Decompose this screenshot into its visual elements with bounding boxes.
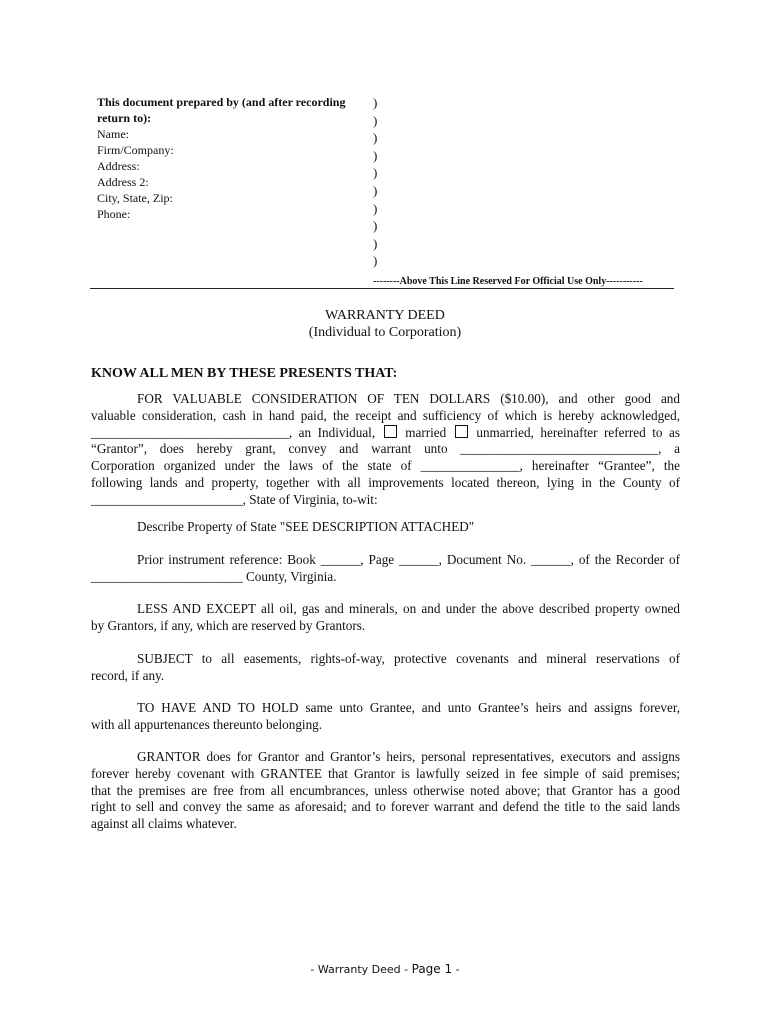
paren: )	[373, 165, 378, 181]
subject-line-2: record, if any.	[91, 667, 165, 683]
consideration-paragraph	[91, 391, 680, 509]
page-footer	[0, 962, 770, 976]
less-except-line-1: LESS AND EXCEPT all oil, gas and minerals, on and under the above described property owned	[137, 601, 680, 616]
consideration-line-3	[91, 425, 680, 442]
describe-property-line: Describe Property of State "SEE DESCRIPTION ATTACHED"	[137, 519, 475, 534]
paren: )	[373, 147, 378, 163]
paren: )	[373, 130, 378, 146]
know-all-heading: KNOW ALL MEN BY THESE PRESENTS THAT:	[91, 366, 398, 381]
habendum-line-2: with all appurtenances thereunto belonging.	[91, 716, 323, 732]
grantor-line-1: GRANTOR does for Grantor and Grantor’s heirs, personal representatives, executors and assigns	[137, 749, 680, 764]
deed-title-block	[0, 307, 770, 341]
less-except-paragraph	[91, 601, 680, 635]
header-divider	[90, 288, 674, 289]
official-use-line: --------Above This Line Reserved For Official Use Only-----------	[373, 276, 643, 287]
consideration-line-4: “Grantor”, does hereby grant, convey and warrant unto ______________________________, a	[91, 441, 680, 457]
phone-field-label: Phone:	[97, 207, 131, 221]
paren: )	[373, 235, 378, 251]
consideration-line-5: Corporation organized under the laws of the state of _______________, hereinafter “Grantee”, the	[91, 458, 680, 474]
unmarried-checkbox[interactable]	[455, 425, 468, 438]
consideration-line-7: _______________________, State of Virginia, to-wit:	[91, 491, 378, 507]
grantor-line-5: against all claims whatever.	[91, 816, 237, 832]
paren: )	[373, 253, 378, 269]
grantor-line-3: that the premises are free from all encumbrances, unless otherwise noted above; that Grantor has a good	[91, 782, 680, 798]
preparer-heading-line2: return to):	[97, 111, 152, 125]
paren: )	[373, 218, 378, 234]
married-checkbox[interactable]	[384, 425, 397, 438]
footer-doc-name: - Warranty Deed -	[310, 963, 412, 976]
consideration-line-6: following lands and property, together with all improvements located thereon, lying in the County of	[91, 474, 680, 490]
paren: )	[373, 200, 378, 216]
deed-title: WARRANTY DEED	[325, 308, 445, 323]
married-label: married	[405, 424, 447, 440]
consideration-line-2: valuable consideration, cash in hand paid, the receipt and sufficiency of which is hereby acknowledged,	[91, 407, 680, 423]
subject-line-1: SUBJECT to all easements, rights-of-way, protective covenants and mineral reservations of	[137, 651, 680, 666]
individual-blank: ______________________________, an Individual,	[91, 424, 376, 440]
less-except-line-2: by Grantors, if any, which are reserved by Grantors.	[91, 617, 366, 633]
preparer-block	[97, 94, 377, 222]
grantor-line-2: forever hereby covenant with GRANTEE that Grantor is lawfully seized in fee simple of said premises;	[91, 765, 680, 781]
paren: )	[373, 112, 378, 128]
unmarried-label: unmarried, hereinafter referred to as	[476, 424, 681, 440]
city-state-zip-field-label: City, State, Zip:	[97, 191, 173, 205]
footer-end: -	[452, 963, 460, 976]
address2-field-label: Address 2:	[97, 175, 149, 189]
prior-line-1: Prior instrument reference: Book ______, Page ______, Document No. ______, of the Recorder of	[137, 552, 680, 567]
paren: )	[373, 95, 378, 110]
prior-instrument-paragraph	[91, 552, 680, 586]
footer-page-number: Page 1	[411, 962, 453, 976]
name-field-label: Name:	[97, 127, 129, 141]
preparer-heading-line1: This document prepared by (and after recording	[97, 95, 346, 109]
prior-line-2: _______________________ County, Virginia.	[91, 568, 337, 584]
address-field-label: Address:	[97, 159, 140, 173]
firm-field-label: Firm/Company:	[97, 143, 174, 157]
subject-paragraph	[91, 651, 680, 685]
grantor-covenant-paragraph	[91, 749, 680, 833]
deed-subtitle: (Individual to Corporation)	[308, 325, 462, 340]
grantor-line-4: right to sell and convey the same as aforesaid; and to forever warrant and defend the title to the said lands	[91, 799, 680, 815]
habendum-line-1: TO HAVE AND TO HOLD same unto Grantee, and unto Grantee’s heirs and assigns forever,	[137, 700, 680, 715]
consideration-line-1: FOR VALUABLE CONSIDERATION OF TEN DOLLARS ($10.00), and other good and	[137, 391, 680, 406]
habendum-paragraph	[91, 700, 680, 734]
parenthesis-column	[373, 94, 377, 270]
paren: )	[373, 182, 378, 198]
